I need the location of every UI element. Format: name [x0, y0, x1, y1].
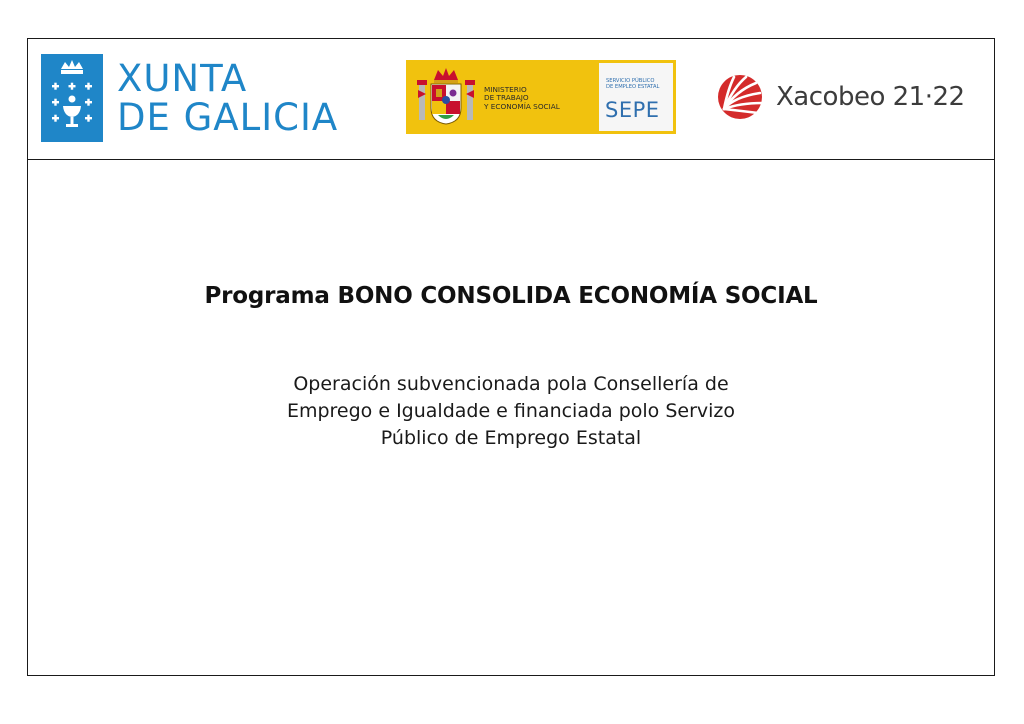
funding-description — [28, 371, 994, 452]
description-line-2: Emprego e Igualdade e financiada polo Servizo — [286, 400, 736, 422]
program-title: Programa BONO CONSOLIDA ECONOMÍA SOCIAL — [204, 283, 818, 309]
sepe-small-line2: DE EMPLEO ESTATAL — [606, 84, 660, 90]
sepe-acronym: SEPE — [605, 98, 660, 122]
ministry-sepe-logo — [406, 60, 676, 134]
description-line-3: Público de Emprego Estatal — [380, 427, 642, 449]
ministry-line1: MINISTERIO — [484, 85, 527, 94]
xunta-line1: XUNTA — [117, 57, 248, 100]
sepe-subtitle — [606, 78, 659, 90]
sepe-logo — [599, 63, 673, 131]
xunta-line2: DE GALICIA — [117, 96, 339, 139]
sepe-small-line1: SERVICIO PÚBLICO — [606, 78, 655, 84]
spain-coat-of-arms-icon — [416, 66, 476, 128]
ministry-line2: DE TRABAJO — [484, 93, 529, 103]
galicia-emblem-icon — [41, 54, 103, 142]
description-line-1: Operación subvencionada pola Consellería de — [293, 373, 729, 395]
xunta-wordmark — [117, 59, 338, 137]
xacobeo-wordmark: Xacobeo 21·22 — [776, 82, 965, 112]
poster-frame — [27, 38, 995, 676]
xunta-logo — [41, 53, 338, 143]
logo-header — [28, 39, 994, 160]
ministry-line3: Y ECONOMÍA SOCIAL — [484, 101, 560, 111]
ministry-name — [484, 86, 560, 111]
xacobeo-logo — [716, 73, 965, 121]
xacobeo-shell-icon — [716, 73, 766, 121]
